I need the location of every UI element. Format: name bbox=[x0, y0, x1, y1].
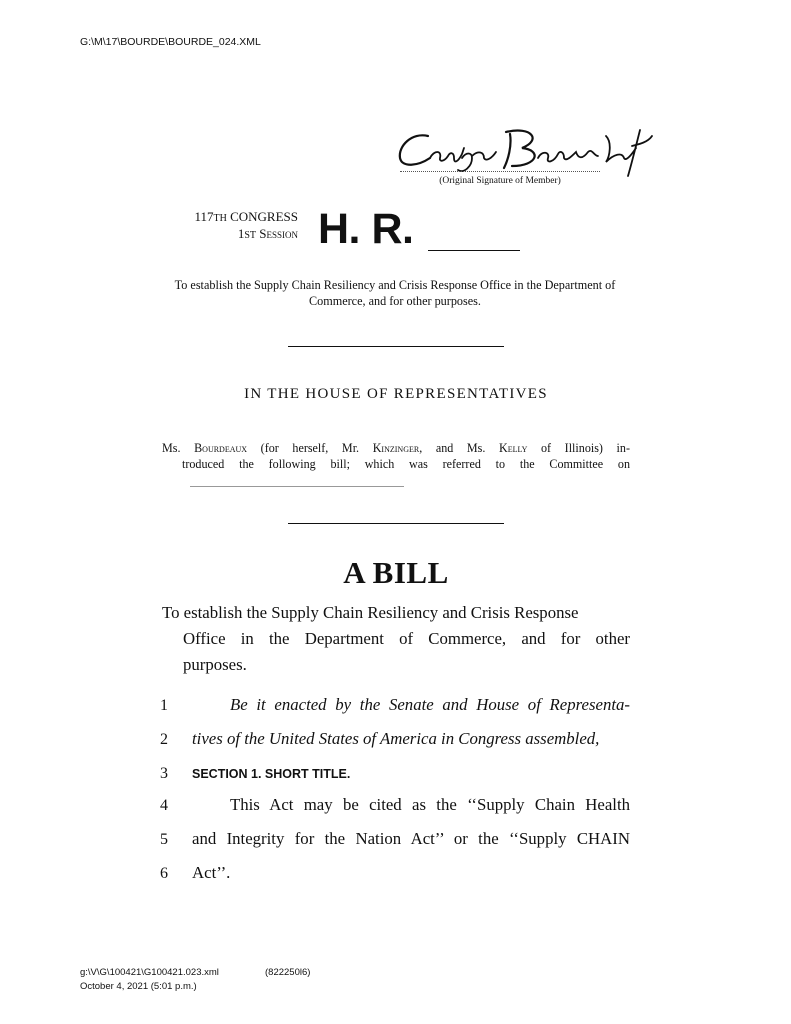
section-heading: SECTION 1. SHORT TITLE. bbox=[192, 767, 351, 781]
footer-code: (822250l6) bbox=[265, 967, 311, 978]
section-text-line: Act’’. bbox=[192, 863, 231, 882]
enacting-clause-line: tives of the United States of America in Congress assembled, bbox=[192, 729, 600, 748]
file-path: G:\M\17\BOURDE\BOURDE_024.XML bbox=[80, 36, 261, 48]
footer-file-path: g:\V\G\100421\G100421.023.xml bbox=[80, 967, 219, 978]
chamber-heading: IN THE HOUSE OF REPRESENTATIVES bbox=[244, 386, 548, 402]
short-description: To establish the Supply Chain Resiliency and Crisis Response Office in the Department of Commerce, and for other purposes. bbox=[174, 278, 616, 308]
line-number: 2 bbox=[160, 731, 168, 748]
divider bbox=[288, 346, 504, 347]
long-title-line: purposes. bbox=[183, 655, 247, 674]
member-signature bbox=[392, 122, 654, 178]
footer-date: October 4, 2021 (5:01 p.m.) bbox=[80, 981, 197, 992]
divider bbox=[288, 523, 504, 524]
congress-line: 117TH CONGRESS bbox=[194, 209, 298, 224]
section-text-line: This Act may be cited as the ‘‘Supply Chain Health bbox=[230, 795, 630, 814]
bill-number-label: H. R. bbox=[318, 205, 414, 253]
bill-number-blank bbox=[428, 250, 520, 251]
line-number: 1 bbox=[160, 697, 168, 714]
introduction-line-2: troduced the following bill; which was referred to the Committee on bbox=[182, 457, 630, 471]
long-title-line: To establish the Supply Chain Resiliency and Crisis Response bbox=[162, 603, 579, 622]
document-type-heading: A BILL bbox=[343, 555, 449, 590]
section-text-line: and Integrity for the Nation Act’’ or the ‘‘Supply CHAIN bbox=[192, 829, 630, 848]
line-number: 4 bbox=[160, 797, 168, 814]
line-number: 3 bbox=[160, 765, 168, 782]
signature-caption: (Original Signature of Member) bbox=[439, 176, 561, 186]
enacting-clause-line: Be it enacted by the Senate and House of Representa- bbox=[230, 695, 630, 714]
long-title bbox=[162, 600, 630, 678]
signature-line bbox=[400, 171, 600, 172]
congress-session-block bbox=[150, 209, 298, 243]
session-line: 1ST Session bbox=[237, 226, 298, 241]
line-number: 6 bbox=[160, 865, 168, 882]
introduction-paragraph bbox=[162, 440, 630, 472]
introduction-line-1: Ms. Bourdeaux (for herself, Mr. Kinzinger, and Ms. Kelly of Illinois) in- bbox=[162, 441, 630, 455]
long-title-line: Office in the Department of Commerce, and for other bbox=[183, 629, 630, 648]
line-number: 5 bbox=[160, 831, 168, 848]
committee-blank bbox=[190, 486, 404, 487]
